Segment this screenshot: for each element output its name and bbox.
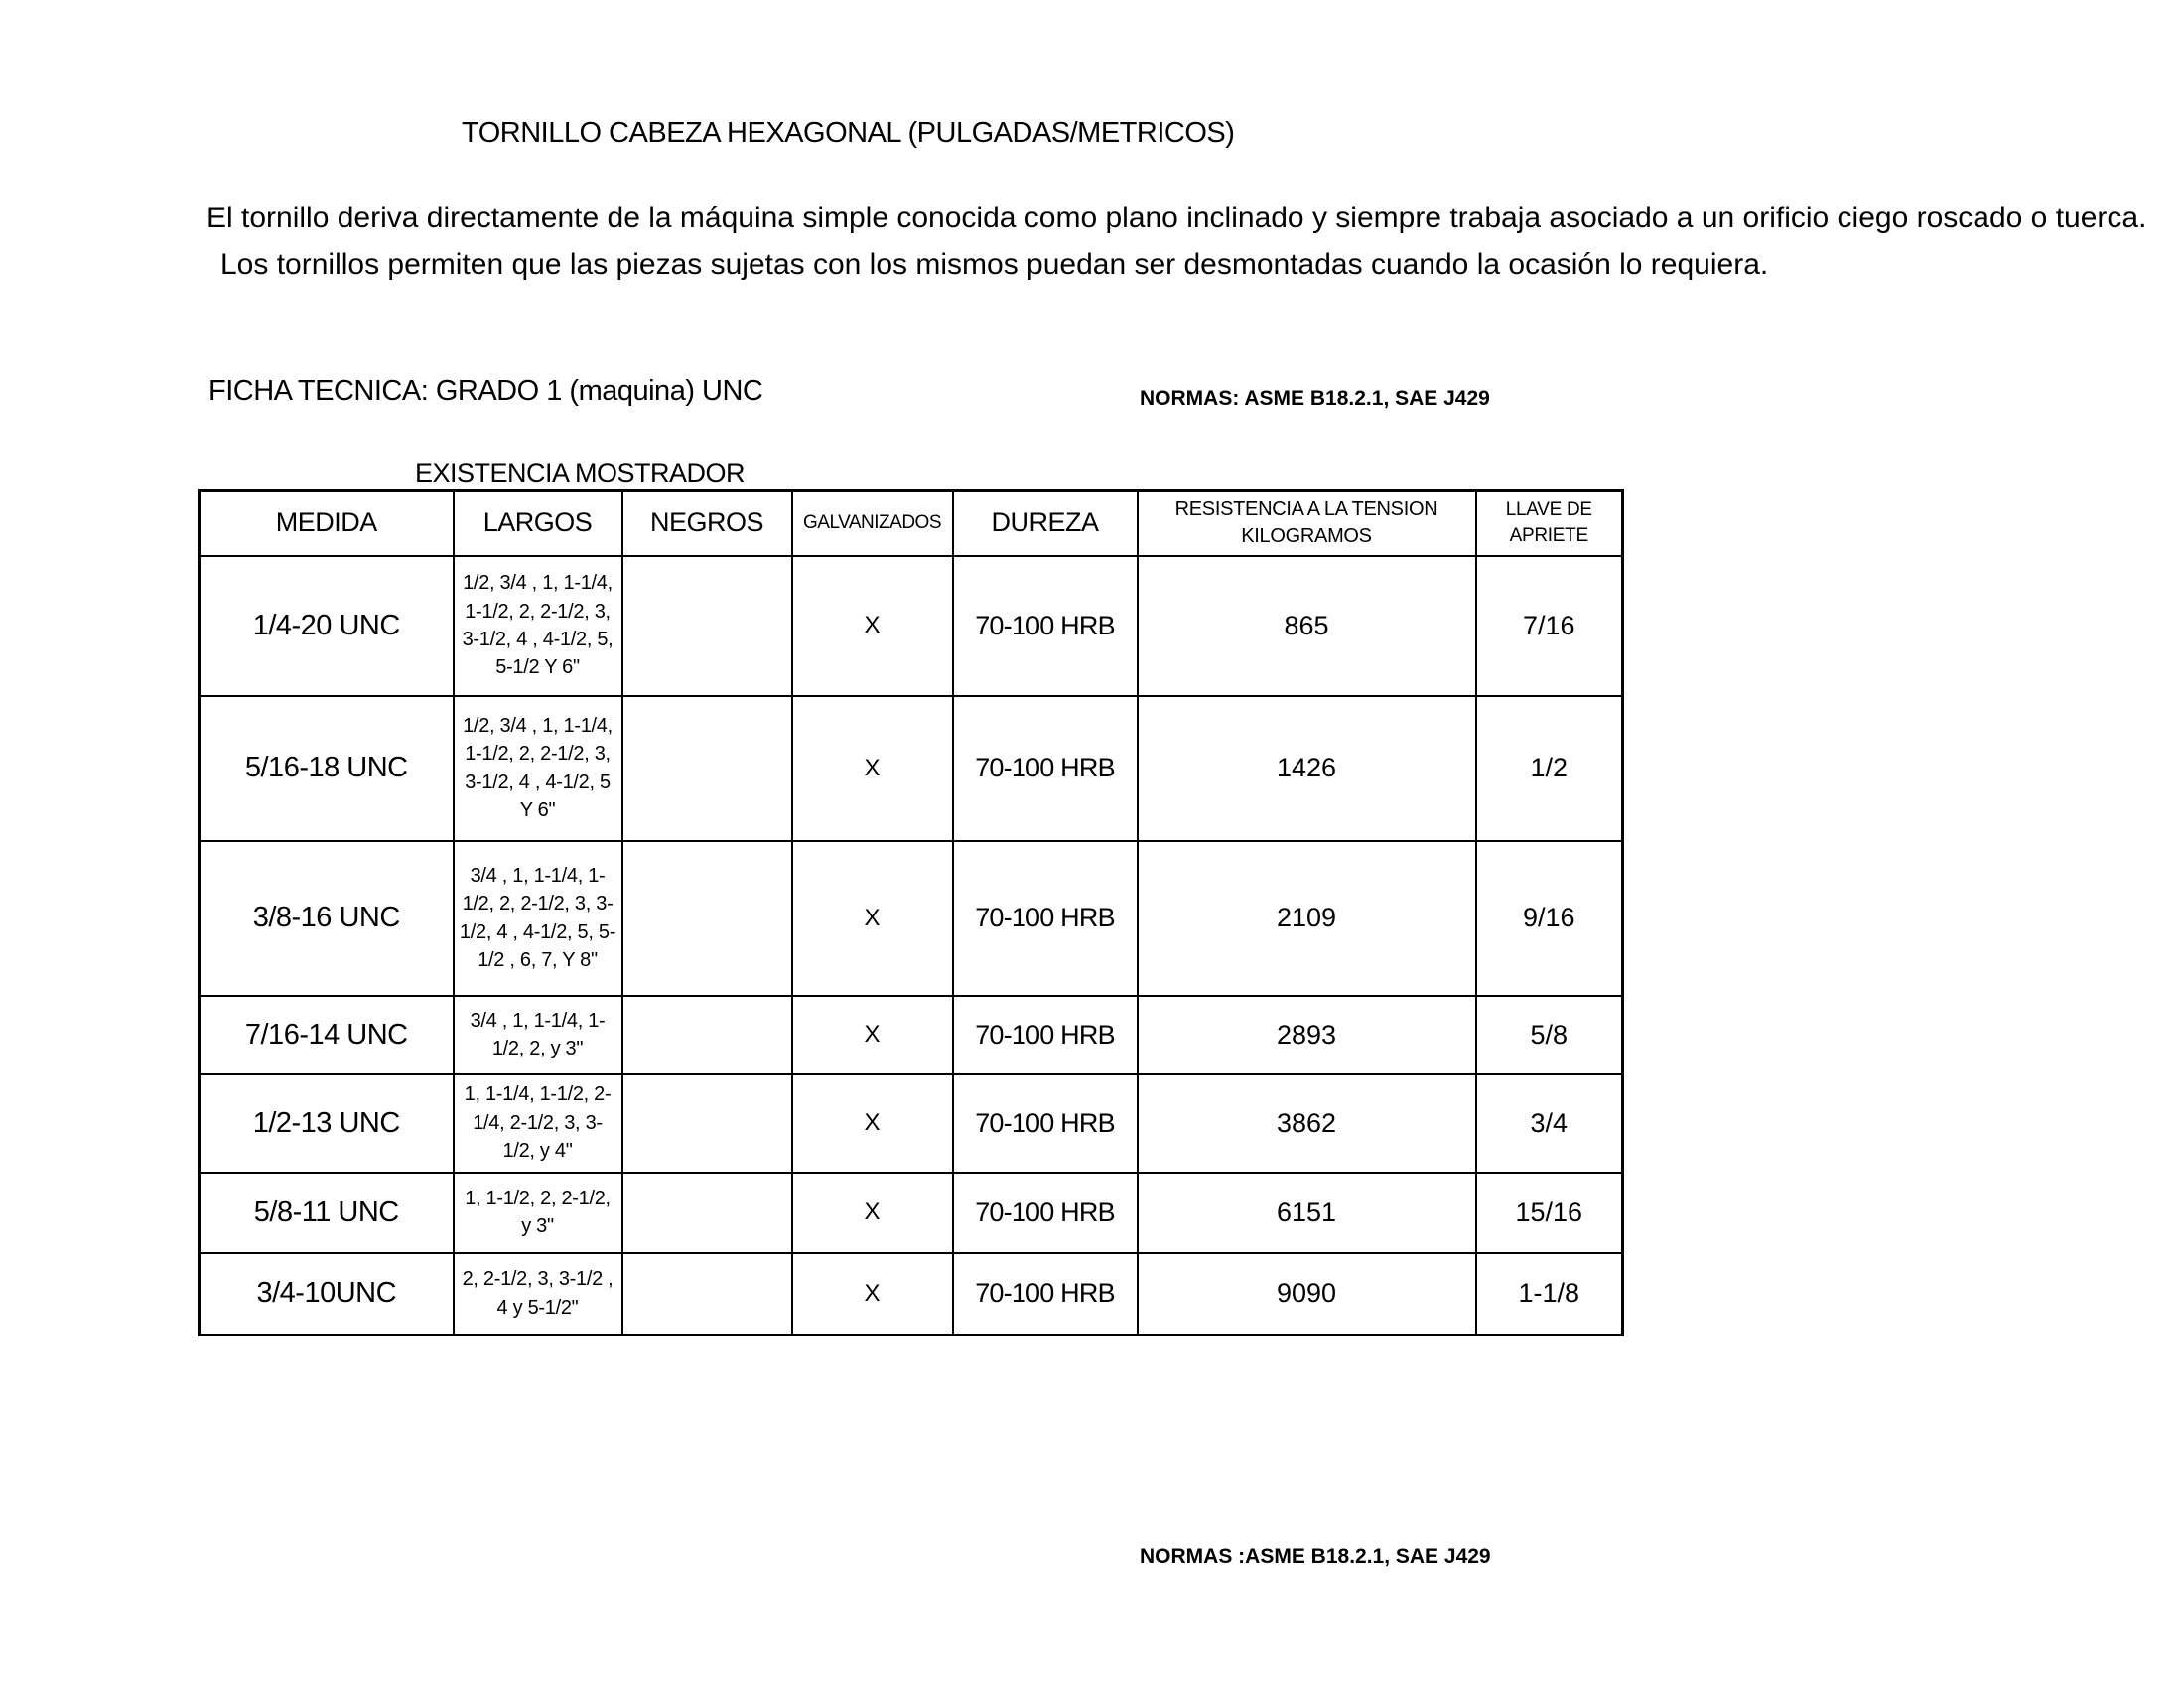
intro-paragraph-line-1: El tornillo deriva directamente de la máquina simple conocida como plano inclinado y siempre trabaja asociado a un orificio ciego roscado o tuerca. (206, 202, 2147, 234)
cell-negros (622, 1253, 792, 1336)
table-row (200, 556, 1623, 696)
cell-negros (622, 556, 792, 696)
cell-dureza: 70-100 HRB (953, 841, 1138, 996)
column-header-medida: MEDIDA (200, 491, 454, 556)
cell-negros (622, 996, 792, 1074)
cell-medida: 7/16-14 UNC (200, 996, 454, 1074)
cell-dureza: 70-100 HRB (953, 1173, 1138, 1253)
cell-resistencia: 2893 (1138, 996, 1476, 1074)
cell-galvanizados: X (792, 1253, 953, 1336)
cell-llave: 1-1/8 (1476, 1253, 1623, 1336)
cell-llave: 5/8 (1476, 996, 1623, 1074)
column-header-largos: LARGOS (454, 491, 622, 556)
cell-galvanizados: X (792, 556, 953, 696)
cell-medida: 3/8-16 UNC (200, 841, 454, 996)
cell-medida: 1/2-13 UNC (200, 1074, 454, 1173)
table-row (200, 996, 1623, 1074)
column-header-resistencia: RESISTENCIA A LA TENSION KILOGRAMOS (1138, 491, 1476, 556)
cell-largos: 1, 1-1/4, 1-1/2, 2-1/4, 2-1/2, 3, 3-1/2, y 4" (454, 1074, 622, 1173)
cell-largos: 2, 2-1/2, 3, 3-1/2 , 4 y 5-1/2" (454, 1253, 622, 1336)
cell-galvanizados: X (792, 1173, 953, 1253)
cell-dureza: 70-100 HRB (953, 996, 1138, 1074)
column-header-galvanizados: GALVANIZADOS (792, 491, 953, 556)
cell-medida: 1/4-20 UNC (200, 556, 454, 696)
cell-negros (622, 841, 792, 996)
normas-bottom-label: NORMAS :ASME B18.2.1, SAE J429 (1140, 1545, 1491, 1568)
stock-table (198, 489, 1624, 1336)
cell-largos: 1, 1-1/2, 2, 2-1/2, y 3" (454, 1173, 622, 1253)
table-row (200, 1253, 1623, 1336)
cell-largos: 3/4 , 1, 1-1/4, 1-1/2, 2, 2-1/2, 3, 3-1/2, 4 , 4-1/2, 5, 5-1/2 , 6, 7, Y 8" (454, 841, 622, 996)
cell-llave: 1/2 (1476, 696, 1623, 841)
cell-llave: 7/16 (1476, 556, 1623, 696)
table-row (200, 1173, 1623, 1253)
cell-largos: 1/2, 3/4 , 1, 1-1/4, 1-1/2, 2, 2-1/2, 3, 3-1/2, 4 , 4-1/2, 5 Y 6" (454, 696, 622, 841)
cell-negros (622, 1074, 792, 1173)
table-row (200, 1074, 1623, 1173)
cell-dureza: 70-100 HRB (953, 1253, 1138, 1336)
cell-negros (622, 1173, 792, 1253)
cell-medida: 5/8-11 UNC (200, 1173, 454, 1253)
cell-medida: 5/16-18 UNC (200, 696, 454, 841)
cell-dureza: 70-100 HRB (953, 556, 1138, 696)
cell-galvanizados: X (792, 1074, 953, 1173)
table-row (200, 841, 1623, 996)
cell-resistencia: 3862 (1138, 1074, 1476, 1173)
cell-llave: 3/4 (1476, 1074, 1623, 1173)
cell-resistencia: 6151 (1138, 1173, 1476, 1253)
table-header-row (200, 491, 1623, 556)
cell-resistencia: 865 (1138, 556, 1476, 696)
column-header-llave: LLAVE DE APRIETE (1476, 491, 1623, 556)
page-title: TORNILLO CABEZA HEXAGONAL (PULGADAS/METRICOS) (462, 117, 1235, 149)
cell-negros (622, 696, 792, 841)
cell-galvanizados: X (792, 841, 953, 996)
cell-dureza: 70-100 HRB (953, 696, 1138, 841)
normas-top-label: NORMAS: ASME B18.2.1, SAE J429 (1140, 387, 1490, 410)
cell-medida: 3/4-10UNC (200, 1253, 454, 1336)
table-row (200, 696, 1623, 841)
cell-dureza: 70-100 HRB (953, 1074, 1138, 1173)
column-header-negros: NEGROS (622, 491, 792, 556)
cell-resistencia: 1426 (1138, 696, 1476, 841)
table-caption: EXISTENCIA MOSTRADOR (415, 458, 746, 488)
cell-llave: 15/16 (1476, 1173, 1623, 1253)
cell-largos: 1/2, 3/4 , 1, 1-1/4, 1-1/2, 2, 2-1/2, 3, 3-1/2, 4 , 4-1/2, 5, 5-1/2 Y 6" (454, 556, 622, 696)
intro-paragraph-line-2: Los tornillos permiten que las piezas sujetas con los mismos puedan ser desmontadas cuando la ocasión lo requiera. (220, 248, 1769, 281)
cell-resistencia: 9090 (1138, 1253, 1476, 1336)
cell-largos: 3/4 , 1, 1-1/4, 1-1/2, 2, y 3" (454, 996, 622, 1074)
column-header-dureza: DUREZA (953, 491, 1138, 556)
cell-llave: 9/16 (1476, 841, 1623, 996)
cell-galvanizados: X (792, 696, 953, 841)
ficha-tecnica-heading: FICHA TECNICA: GRADO 1 (maquina) UNC (208, 375, 763, 407)
cell-resistencia: 2109 (1138, 841, 1476, 996)
cell-galvanizados: X (792, 996, 953, 1074)
